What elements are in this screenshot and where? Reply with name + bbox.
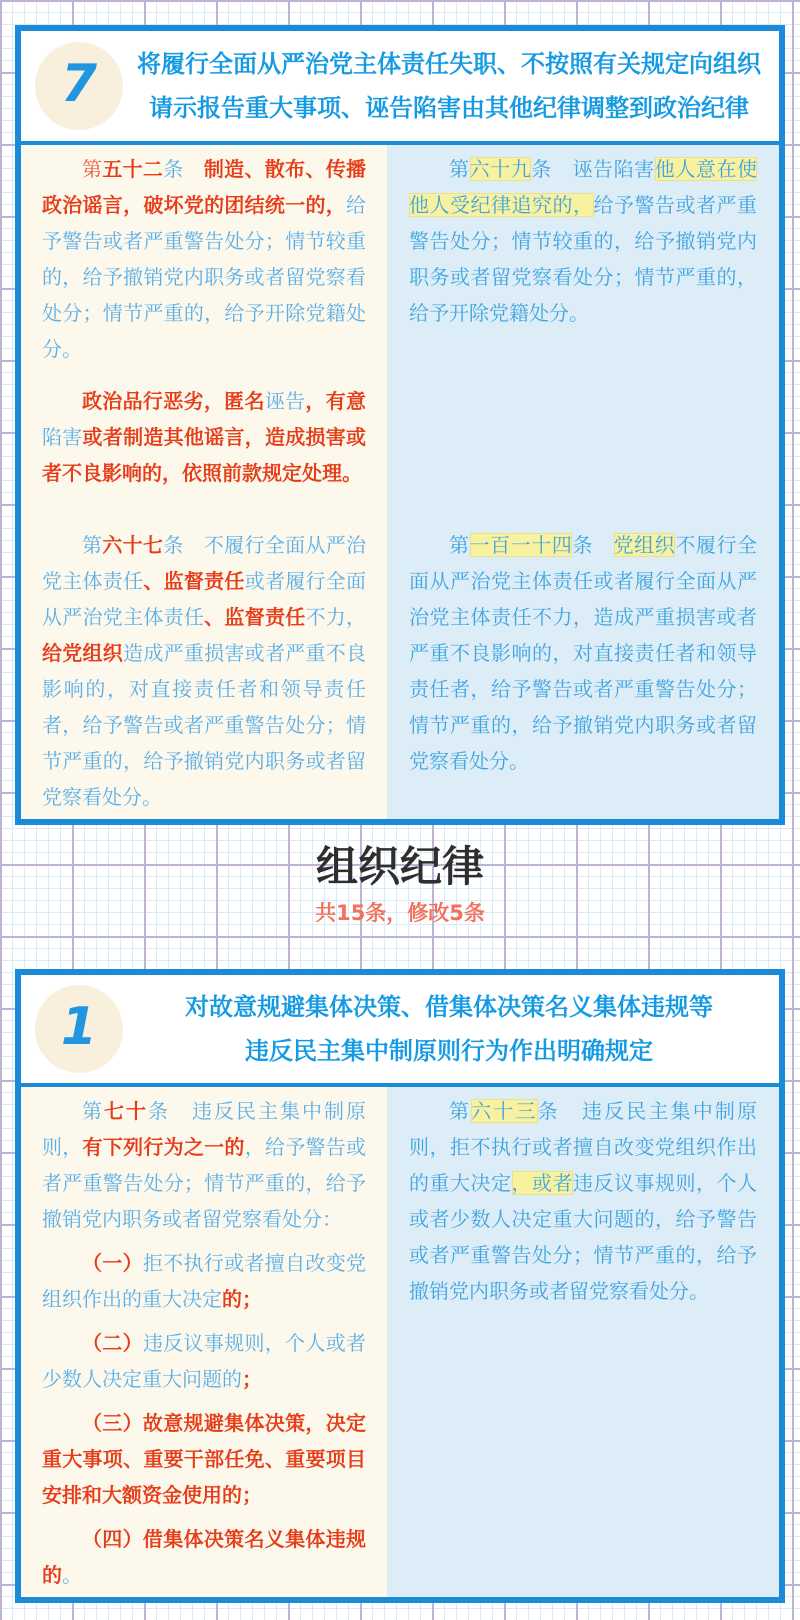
text-segment-r: 第 (82, 157, 103, 181)
text-segment-n: 违反议事规则，个人或者少数人决定重大问题的 (42, 1331, 367, 1391)
new-version-column (387, 1087, 779, 1597)
text-segment-n: 给予警告或者严重警告处分；情节较重的，给予撤销党内职务或者留党察看处分；情节严重的，给予开除党籍处分。 (409, 193, 757, 325)
text-segment-rb: 、监督责任 (204, 605, 306, 629)
text-segment-n (184, 157, 204, 181)
text-segment-rb: 有下列行为之一的 (82, 1135, 245, 1159)
text-segment-n: 违反议事规则，个人或者少数人决定重大问题的，给予警告或者严重警告处分；情节严重的，给予撤销党内职务或者留党察看处分。 (409, 1171, 757, 1303)
text-segment-n: 条 (572, 533, 594, 557)
text-segment-n: 不履行全面从严治党主体责任 (42, 533, 367, 593)
text-segment-n (184, 533, 204, 557)
section-title: 组织纪律 (315, 842, 484, 891)
old-version-column (21, 145, 387, 819)
text-segment-n: 第 (449, 1099, 472, 1123)
text-segment-n: 违反民主集中制原则，拒不执行或者擅自改变党组织作出的重大决定 (409, 1099, 758, 1195)
text-segment-n: 条 (163, 533, 184, 557)
regulation-card-7 (15, 25, 785, 825)
text-segment-n: 给予警告或者严重警告处分；情节较重的，给予撤销党内职务或者留党察看处分；情节严重的，给予开除党籍处分。 (42, 193, 366, 361)
card-title-line-1: 将履行全面从严治党主体责任失职、不按照有关规定向组织 (137, 50, 761, 78)
card-1-header (21, 975, 779, 1083)
text-segment-n (560, 1099, 582, 1123)
text-segment-n: 条 (531, 157, 552, 181)
old-version-column (21, 1087, 387, 1597)
text-segment-hl: 六十三 (471, 1099, 538, 1123)
card-title-line-1: 对故意规避集体决策、借集体决策名义集体违规等 (185, 993, 713, 1021)
text-segment-hl: 他人意在使他人受纪律追究的， (409, 157, 758, 217)
card-title (123, 985, 779, 1073)
article-paragraph (42, 527, 366, 815)
card-title-line-2: 请示报告重大事项、诬告陷害由其他纪律调整到政治纪律 (149, 94, 749, 122)
text-segment-n: 条 (163, 157, 184, 181)
section-subtitle: 共15条，修改5条 (315, 901, 485, 925)
card-number-badge (35, 42, 123, 130)
text-segment-n: 陷害 (42, 425, 83, 449)
article-paragraph (42, 151, 366, 367)
text-segment-rb: 制造、散布、传播政治谣言，破坏党的团结统一的， (42, 157, 367, 217)
text-segment-n: 第 (82, 1099, 104, 1123)
text-segment-rb: ，有意 (305, 389, 367, 413)
card-number: 7 (60, 54, 98, 114)
text-segment-rb: 六十七 (102, 533, 164, 557)
article-paragraph (42, 1245, 366, 1317)
text-segment-n: 条 (148, 1099, 170, 1123)
regulation-card-1 (15, 969, 785, 1603)
text-segment-hl: ，或者 (511, 1171, 573, 1195)
text-segment-rb: 政治品行恶劣，匿名 (82, 389, 265, 413)
text-segment-rb: （四）借集体决策名义集体违规的 (42, 1527, 366, 1587)
article-paragraph (409, 1093, 757, 1309)
text-segment-n: ，给予警告或者严重警告处分；情节严重的，给予撤销党内职务或者留党察看处分： (42, 1135, 367, 1231)
text-segment-hl: 党组织 (613, 533, 676, 557)
text-segment-rb: （一） (82, 1251, 143, 1275)
text-segment-hl: 六十九 (469, 157, 532, 181)
text-segment-n: 违反民主集中制原则， (42, 1099, 366, 1159)
text-segment-n: 不力， (305, 605, 367, 629)
text-segment-n (170, 1099, 192, 1123)
card-title (123, 42, 779, 130)
text-segment-rb: 、监督责任 (143, 569, 245, 593)
article-paragraph (409, 151, 757, 331)
text-segment-n: 拒不执行或者擅自改变党组织作出的重大决定 (42, 1251, 367, 1311)
article-paragraph (42, 1521, 366, 1593)
text-segment-n: 不履行全面从严治党主体责任或者履行全面从严治党主体责任不力，造成严重损害或者严重不良影响的，对直接责任者和领导责任者，给予警告或者严重警告处分；情节严重的，给予撤销党内职务或者留党察看处分。 (409, 533, 758, 773)
card-1-columns (21, 1087, 779, 1597)
text-segment-n: 或者履行全面从严治党主体责任 (42, 569, 367, 629)
article-paragraph (42, 1093, 366, 1237)
article-paragraph (42, 383, 366, 491)
article-paragraph (409, 527, 757, 779)
text-segment-n (593, 533, 614, 557)
article-paragraph (42, 1325, 366, 1397)
text-segment-n: 第 (449, 157, 470, 181)
card-7-columns (21, 145, 779, 819)
text-segment-rb: 的； (222, 1287, 262, 1311)
text-segment-n: 第 (82, 533, 103, 557)
new-version-column (387, 145, 779, 819)
text-segment-n: 第 (449, 533, 470, 557)
card-title-line-2: 违反民主集中制原则行为作出明确规定 (245, 1037, 653, 1065)
text-segment-rb: 或者制造其他谣言，造成损害或者不良影响的，依照前款规定处理。 (42, 425, 367, 485)
text-segment-n: 诬告陷害 (572, 157, 655, 181)
text-segment-n (552, 157, 573, 181)
card-number-badge (35, 985, 123, 1073)
card-7-header (21, 31, 779, 141)
text-segment-rb: 七十 (104, 1099, 148, 1123)
text-segment-hl: 一百一十四 (469, 533, 573, 557)
text-segment-n: 条 (537, 1099, 560, 1123)
text-segment-n: 。 (62, 1563, 82, 1587)
text-segment-rb: （三）故意规避集体决策，决定重大事项、重要干部任免、重要项目安排和大额资金使用的； (42, 1411, 366, 1507)
article-paragraph (42, 1405, 366, 1513)
text-segment-rb: （二） (82, 1331, 143, 1355)
card-number: 1 (60, 997, 98, 1057)
text-segment-rb: ； (242, 1367, 262, 1391)
text-segment-rb: 给党组织 (42, 641, 124, 665)
text-segment-n: 造成严重损害或者严重不良影响的，对直接责任者和领导责任者，给予警告或者严重警告处分；情节严重的，给予撤销党内职务或者留党察看处分。 (42, 641, 367, 809)
text-segment-rb: 五十二 (102, 157, 164, 181)
text-segment-n: 诬告 (264, 389, 306, 413)
